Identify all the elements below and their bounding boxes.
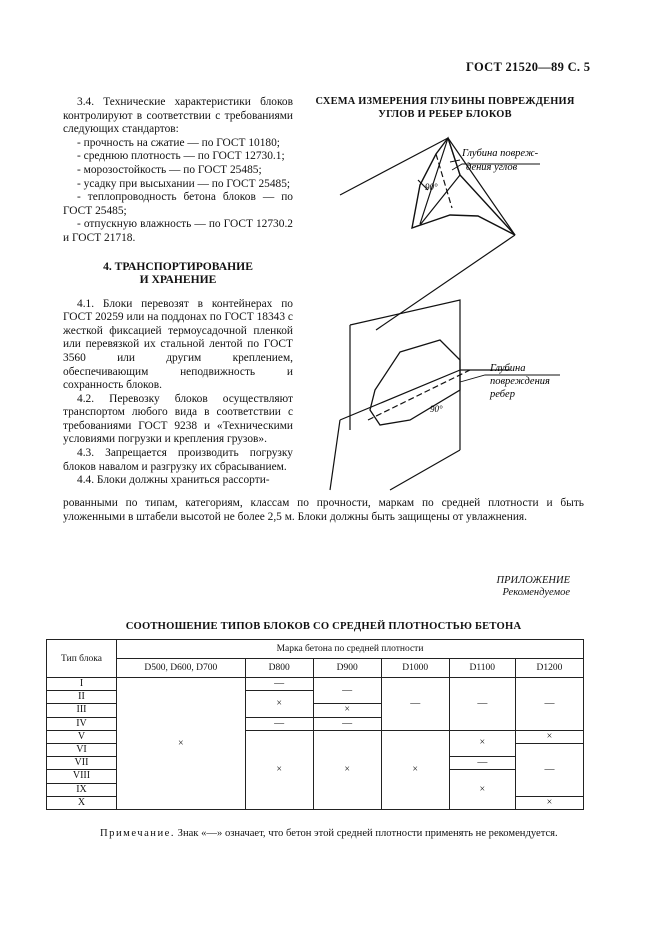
col-header: D1200 — [515, 659, 583, 678]
appendix-subtitle: Рекомендуемое — [502, 587, 570, 598]
note-text: Знак «—» означает, что бетон этой средней плотности применять не рекомендуется. — [174, 828, 558, 839]
list-item: - теплопроводность бетона блоков — по ГОСТ 25485; — [63, 191, 293, 217]
cell: — — [313, 717, 381, 730]
cell: — — [449, 678, 515, 731]
schema-title-line1: СХЕМА ИЗМЕРЕНИЯ ГЛУБИНЫ ПОВРЕЖДЕНИЯ — [315, 96, 575, 107]
cell: × — [515, 796, 583, 809]
cell: × — [449, 730, 515, 756]
cell: — — [449, 757, 515, 770]
row-label: I — [47, 678, 117, 691]
wide-text: рованными по типам, категориям, классам по прочности, маркам по средней плотности и быть уложенными в штабели высотой не более 2,5 м. Блоки должны быть защищены от увлажнения. — [63, 497, 584, 523]
cell: — — [245, 717, 313, 730]
cell: × — [245, 730, 313, 809]
row-label: V — [47, 730, 117, 743]
edge-label-line2: повреждения — [490, 376, 550, 387]
paragraph-4-3: 4.3. Запрещается производить погрузку блоков навалом и разгрузку их сбрасыванием. — [63, 447, 293, 473]
cell: × — [381, 730, 449, 809]
edge-angle: 90° — [430, 404, 443, 414]
cell-d500-d700: × — [116, 678, 245, 810]
damage-schema-drawing — [300, 120, 600, 500]
appendix-title: ПРИЛОЖЕНИЕ — [496, 575, 570, 586]
edge-label-line1: Глубина — [490, 363, 526, 374]
page-header: ГОСТ 21520—89 С. 5 — [466, 60, 591, 74]
schema-title — [306, 96, 584, 121]
paragraph-3-4: 3.4. Технические характеристики блоков контролируют в соответствии с требованиями следующих стандартов: — [63, 96, 293, 136]
col-header: D1000 — [381, 659, 449, 678]
corner-label-line2: дения углов — [466, 162, 518, 173]
list-item: - отпускную влажность — по ГОСТ 12730.2 и ГОСТ 21718. — [63, 218, 293, 244]
density-table — [46, 639, 584, 810]
section-title-line1: 4. ТРАНСПОРТИРОВАНИЕ — [103, 259, 253, 273]
appendix-label — [460, 575, 570, 599]
row-label: VI — [47, 743, 117, 756]
row-label: VIII — [47, 770, 117, 783]
cell: × — [313, 704, 381, 717]
schema-title-line2: УГЛОВ И РЕБЕР БЛОКОВ — [378, 108, 512, 120]
row-label: IV — [47, 717, 117, 730]
edge-label-line3: ребер — [490, 389, 515, 400]
col-header: D900 — [313, 659, 381, 678]
edge-damage — [370, 340, 460, 425]
cell: × — [515, 730, 583, 743]
left-column — [63, 96, 293, 488]
list-item: - морозостойкость — по ГОСТ 25485; — [77, 163, 262, 176]
cell: — — [515, 743, 583, 796]
table-title: СООТНОШЕНИЕ ТИПОВ БЛОКОВ СО СРЕДНЕЙ ПЛОТНОСТЬЮ БЕТОНА — [125, 621, 522, 632]
list-item: - среднюю плотность — по ГОСТ 12730.1; — [77, 150, 285, 163]
list-item: - усадку при высыхании — по ГОСТ 25485; — [77, 177, 291, 190]
corner-label-line1: Глубина повреж- — [462, 148, 539, 159]
cell: × — [245, 691, 313, 717]
list-item: - прочность на сжатие — по ГОСТ 10180; — [77, 136, 280, 149]
row-label: IX — [47, 783, 117, 796]
row-label: VII — [47, 757, 117, 770]
cell: — — [245, 678, 313, 691]
col-header: D500, D600, D700 — [116, 659, 245, 678]
paragraph-4-4-continued — [63, 497, 584, 524]
paragraph-4-1: 4.1. Блоки перевозят в контейнерах по ГОСТ 20259 или на поддонах по ГОСТ 18343 с жесткой фиксацией термоусадочной пленкой или перевязкой их стальной лентой по ГОСТ 3560 или другим креплением, обеспечивающим неподвижность и сохранность блоков. — [63, 297, 293, 392]
group-header: Марка бетона по средней плотности — [116, 640, 583, 659]
section-title — [63, 260, 293, 286]
table-note — [100, 828, 600, 839]
cell: — — [515, 678, 583, 731]
cell: × — [313, 730, 381, 809]
block-lower-edges — [330, 370, 510, 490]
cell: — — [313, 678, 381, 704]
cell: × — [449, 770, 515, 810]
row-label: X — [47, 796, 117, 809]
paragraph-4-4-start: 4.4. Блоки должны храниться рассорти- — [77, 474, 270, 487]
section-title-line2: И ХРАНЕНИЕ — [139, 272, 217, 286]
paragraph-4-2: 4.2. Перевозку блоков осуществляют транспортом любого вида в соответствии с требованиями ГОСТ 9238 и «Техническими условиями погрузки и крепления грузов». — [63, 392, 293, 446]
col-header: D1100 — [449, 659, 515, 678]
col-header-type: Тип блока — [47, 640, 117, 678]
corner-depth-line — [436, 154, 452, 208]
row-label: III — [47, 704, 117, 717]
col-header: D800 — [245, 659, 313, 678]
corner-angle: 90° — [425, 182, 438, 192]
cell: — — [381, 678, 449, 731]
row-label: II — [47, 691, 117, 704]
note-label: Примечание. — [100, 828, 175, 839]
